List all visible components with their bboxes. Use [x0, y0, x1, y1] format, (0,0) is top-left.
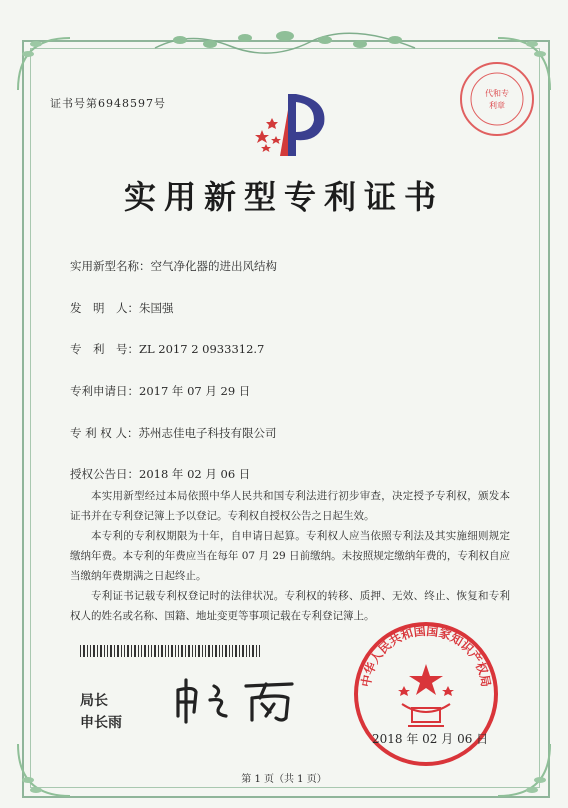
field-value: 朱国强 [139, 301, 174, 315]
patentee-row [70, 425, 276, 441]
cnipa-logo-icon [252, 90, 332, 162]
field-value: 空气净化器的进出风结构 [150, 259, 277, 273]
filing-date-row [70, 383, 250, 399]
field-label: 专利申请日： [70, 384, 139, 398]
body-paragraph: 本实用新型经过本局依照中华人民共和国专利法进行初步审查，决定授予专利权，颁发本证书并在专利登记簿上予以登记。专利权自授权公告之日起生效。 [70, 490, 510, 522]
field-value: ZL 2017 2 0933312.7 [139, 342, 265, 356]
svg-text:利章: 利章 [489, 101, 505, 110]
inventor-row [70, 300, 174, 316]
agency-seal [458, 60, 536, 138]
corner-ornament-tl [14, 34, 74, 94]
patent-number-row [70, 341, 264, 357]
field-value: 2017 年 07 月 29 日 [139, 384, 251, 398]
svg-text:代和专: 代和专 [485, 89, 509, 98]
field-label: 发 明 人： [70, 301, 139, 315]
page-number: 第 1 页（共 1 页） [241, 774, 327, 785]
utility-model-name-row [70, 258, 277, 274]
certificate-body [70, 486, 510, 626]
field-label: 专 利 权 人： [70, 426, 139, 440]
signer-name: 申长雨 [80, 715, 122, 731]
field-value: 2018 年 02 月 06 日 [139, 467, 251, 481]
seal-text: 中华人民共和国国家知识产权局 [358, 623, 494, 688]
document-title: 实用新型专利证书 [123, 178, 444, 216]
top-vine-ornament [150, 28, 420, 58]
grant-date-row [70, 466, 250, 482]
issue-date: 2018 年 02 月 06 日 [372, 732, 489, 746]
body-paragraph: 专利证书记载专利权登记时的法律状况。专利权的转移、质押、无效、终止、恢复和专利权人的姓名或名称、国籍、地址变更等事项记载在专利登记簿上。 [70, 590, 510, 622]
handwritten-signature [170, 676, 310, 726]
body-paragraph: 本专利的专利权期限为十年，自申请日起算。专利权人应当依照专利法及其实施细则规定缴纳年费。本专利的年费应当在每年 07 月 29 日前缴纳。未按照规定缴纳年费的，专利权自应当缴纳年费期满之日起终止。 [70, 530, 510, 582]
field-label: 授权公告日： [70, 467, 139, 481]
barcode-icon [80, 645, 260, 657]
field-label: 专 利 号： [70, 342, 139, 356]
field-value: 苏州志佳电子科技有限公司 [138, 426, 277, 440]
signer-title: 局长 [80, 693, 108, 709]
field-label: 实用新型名称： [70, 259, 151, 273]
certificate-number: 证书号第6948597号 [50, 97, 166, 110]
